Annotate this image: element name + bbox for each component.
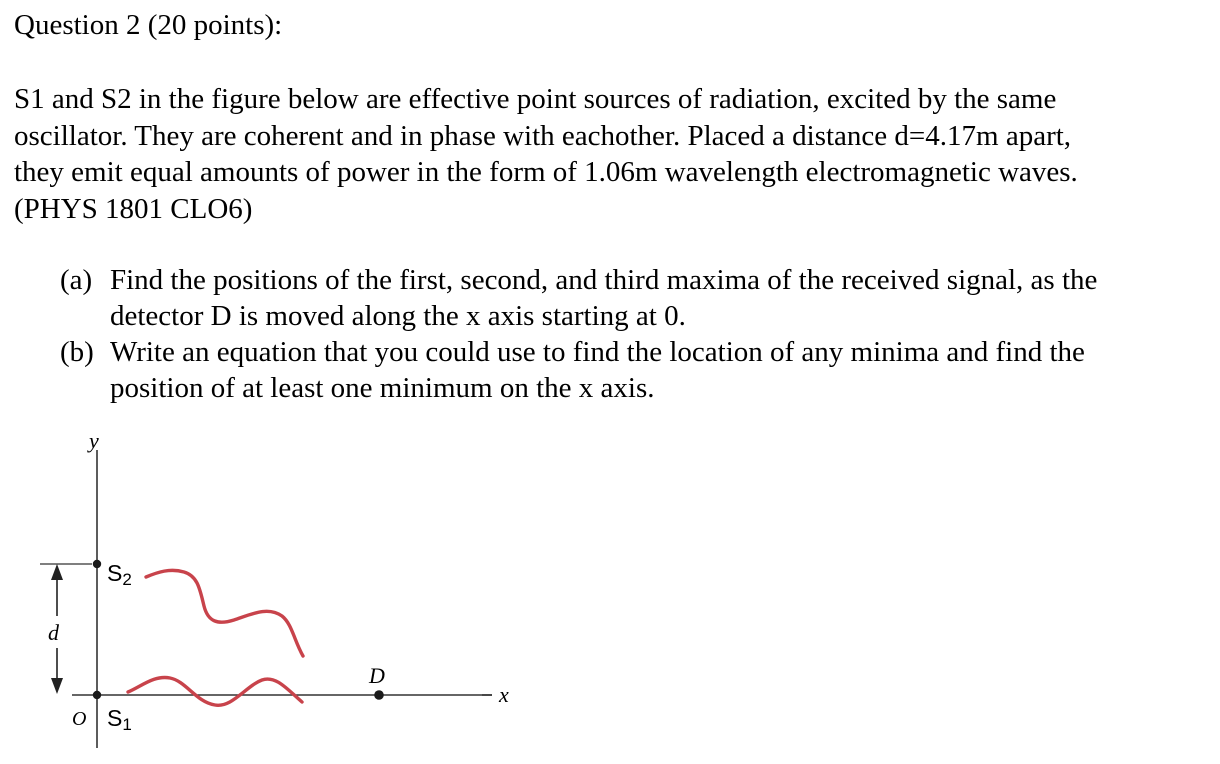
d-arrowhead-down xyxy=(51,678,63,694)
intro-line: oscillator. They are coherent and in phase with eachother. Placed a distance d=4.17m apart, xyxy=(14,119,1072,152)
d-arrowhead-up xyxy=(51,564,63,580)
origin-label: O xyxy=(72,708,87,730)
source-s2-label xyxy=(107,560,132,589)
source-s1-label-main: S xyxy=(107,705,123,731)
part-b-line: position of at least one minimum on the x axis. xyxy=(110,372,655,404)
x-axis-label: x xyxy=(499,682,509,707)
wave-from-s1 xyxy=(128,677,302,705)
source-s2-dot xyxy=(93,560,101,568)
part-b-line: Write an equation that you could use to find the location of any minima and find the xyxy=(110,336,1085,368)
part-a xyxy=(60,262,1210,334)
part-b-label: (b) xyxy=(60,336,94,368)
part-a-line: detector D is moved along the x axis starting at 0. xyxy=(110,300,686,332)
question-title: Question 2 (20 points): xyxy=(14,9,283,41)
detector-label: D xyxy=(369,663,385,688)
part-a-label: (a) xyxy=(60,264,93,296)
intro-line: S1 and S2 in the figure below are effective point sources of radiation, excited by the same xyxy=(14,83,1057,115)
y-axis-label: y xyxy=(89,428,99,453)
wave-from-s2 xyxy=(146,570,303,656)
source-s1-dot xyxy=(93,691,101,699)
question-parts xyxy=(60,262,1210,406)
intro-line: they emit equal amounts of power in the form of 1.06m wavelength electromagnetic waves. xyxy=(14,156,1078,188)
part-a-line: Find the positions of the first, second, and third maxima of the received signal, as the xyxy=(110,264,1098,296)
source-s2-label-main: S xyxy=(107,560,123,586)
part-b xyxy=(60,334,1210,406)
source-s2-label-sub: 2 xyxy=(122,570,132,589)
intro-line: (PHYS 1801 CLO6) xyxy=(14,192,253,225)
distance-d-label: d xyxy=(48,620,59,645)
detector-dot xyxy=(374,690,384,700)
question-intro xyxy=(14,81,1209,227)
source-s1-label-sub: 1 xyxy=(122,715,132,734)
two-source-figure xyxy=(0,420,540,764)
source-s1-label xyxy=(107,705,132,734)
